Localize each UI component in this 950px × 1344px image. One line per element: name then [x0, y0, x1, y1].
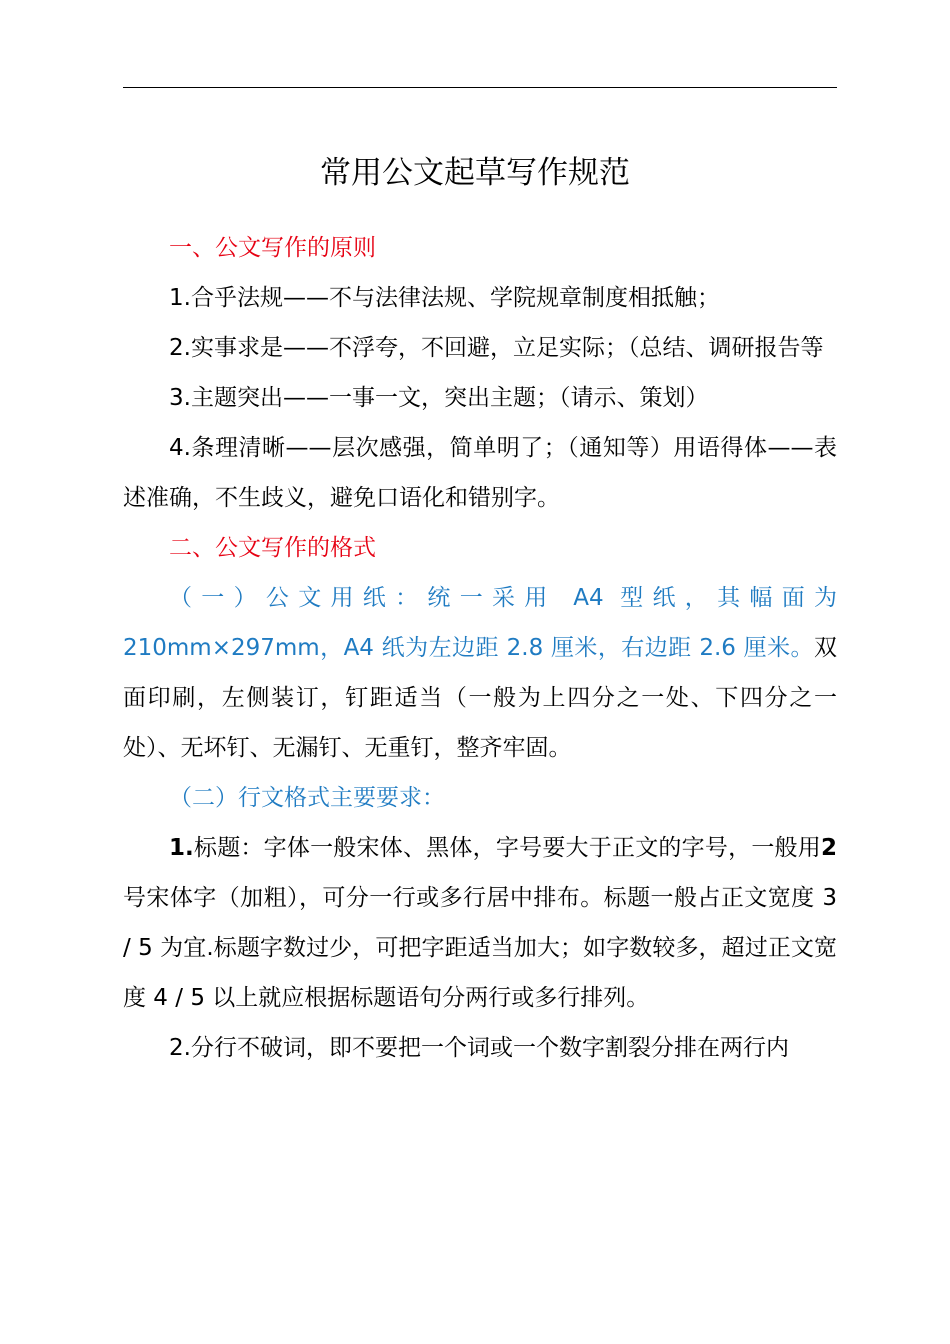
paper-spec-line-1: （一）公文用纸：统一采用 A4 型纸，其幅面为: [169, 585, 837, 611]
title-rule-paragraph: [123, 823, 837, 1023]
section-heading-format: 二、公文写作的格式: [169, 535, 376, 561]
principle-item-1: 1.合乎法规——不与法律法规、学院规章制度相抵触；: [169, 285, 720, 311]
paper-spec-continuation: [123, 623, 837, 773]
binding-spec-text: 双面印刷，左侧装订，钉距适当（一般为上四分之一处、下四分之一处）、无坏钉、无漏钉、无重钉，整齐牢固。: [123, 635, 837, 761]
title-rule-text-1: 标题：字体一般宋体、黑体，字号要大于正文的字号，一般用: [193, 835, 821, 861]
document-title: 常用公文起草写作规范: [320, 155, 630, 191]
paper-spec-line-2: 210mm×297mm，A4 纸为左边距 2.8 厘米，右边距 2.6 厘米。: [123, 635, 814, 661]
document-body: [123, 223, 837, 1073]
subsection-heading-layout: （二）行文格式主要要求：: [169, 785, 445, 811]
principle-item-3: 3.主题突出——一事一文，突出主题；（请示、策划）: [169, 385, 709, 411]
paper-spec-paragraph: [123, 573, 837, 773]
section-heading-principles: 一、公文写作的原则: [169, 235, 376, 261]
title-rule-number: 1.: [169, 835, 194, 861]
title-rule-font-size: 2: [820, 835, 837, 861]
principle-item-2: 2.实事求是——不浮夸，不回避，立足实际；（总结、调研报告等: [169, 335, 824, 361]
principle-item-4: 4.条理清晰——层次感强，简单明了；（通知等）用语得体——表述准确，不生歧义，避免口语化和错别字。: [123, 435, 837, 511]
line-break-rule-paragraph: 2.分行不破词，即不要把一个词或一个数字割裂分排在两行内: [169, 1035, 789, 1061]
header-rule: [123, 87, 837, 88]
title-rule-text-2: 号宋体字（加粗），可分一行或多行居中排布。标题一般占正文宽度 3 / 5 为宜.标题字数过少，可把字距适当加大；如字数较多，超过正文宽度 4 / 5 以上就应根据标题语句分两行或多行排列。: [123, 885, 837, 1011]
